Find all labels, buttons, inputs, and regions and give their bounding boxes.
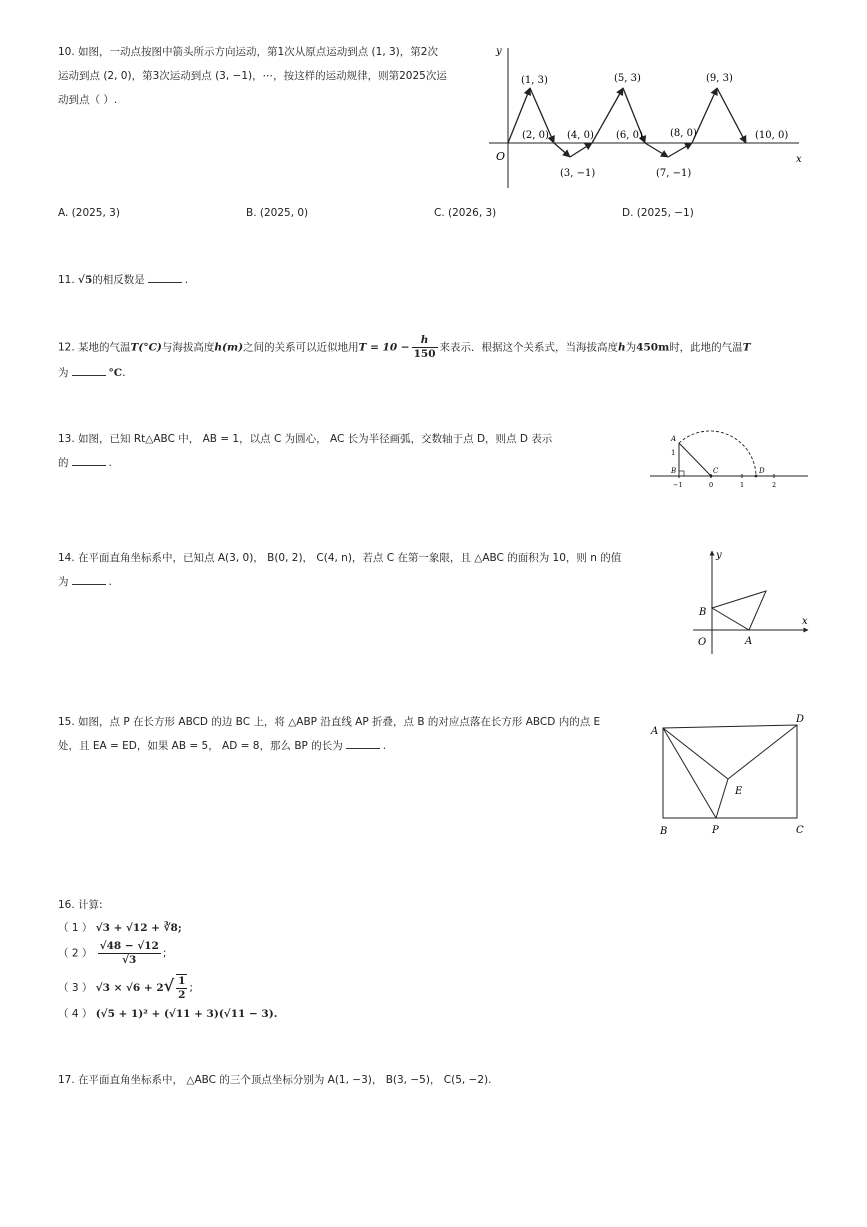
q16-item-4: [58, 1004, 277, 1024]
q12-unit: °C: [108, 367, 123, 379]
q13-end: .: [108, 457, 112, 469]
q15-answer-blank[interactable]: [346, 736, 380, 749]
q13-tick-label-2: 2: [772, 481, 777, 489]
q14-triangle-abc: [712, 591, 766, 630]
q10-label-origin: O: [496, 150, 506, 163]
question-14: [58, 546, 658, 594]
q14-label-a: A: [745, 636, 753, 647]
q13-point-c: [710, 475, 713, 478]
q12-frac-den: 150: [413, 348, 436, 360]
q16-item-3-denominator: 2: [178, 989, 186, 1001]
q15-line2-text: 处，且 EA = ED，如果 AB = 5， AD = 8，那么 BP 的长为: [58, 740, 343, 752]
q15-segment-ae: [663, 728, 728, 779]
q16-item-3-fraction: [176, 974, 187, 1002]
q16-item-2: [58, 940, 166, 967]
q12-h-value: 450m: [636, 341, 670, 354]
q10-segment-10: [717, 88, 746, 143]
q13-tick-label-1: 1: [740, 481, 745, 489]
q12-text-d: 来表示．根据这个关系式，当海拔高度: [439, 341, 619, 354]
q15-segment-ed: [728, 725, 797, 779]
q16-item-3: [58, 974, 193, 1002]
q14-line-2: [58, 570, 658, 594]
q11-prefix: 11.: [58, 274, 79, 286]
q15-line-2: [58, 734, 638, 758]
q13-label-one: 1: [671, 449, 676, 457]
q16-item-1-expr: √3 + √12 + ∛8;: [95, 922, 182, 934]
q10-point-7-label: (7, −1): [656, 168, 692, 179]
q15-rectangle-abcd: [663, 725, 797, 818]
q10-point-4-label: (4, 0): [567, 130, 594, 141]
q10-option-a[interactable]: A. (2025, 3): [58, 207, 120, 219]
q16-item-3-index: （ 3 ）: [58, 982, 93, 994]
q12-fraction: [412, 334, 438, 361]
q10-line-1: 10. 如图，一动点按图中箭头所示方向运动，第1次从原点运动到点 (1, 3)，第2次: [58, 46, 438, 58]
q14-end: .: [108, 576, 112, 588]
q12-line-1: [58, 334, 818, 361]
q16-item-3-numerator: 1: [178, 975, 186, 987]
q10-zigzag-figure: [484, 40, 814, 190]
q14-label-o: O: [698, 637, 707, 648]
q10-option-c[interactable]: C. (2026, 3): [434, 207, 497, 219]
q10-option-d[interactable]: D. (2025, −1): [622, 207, 694, 219]
q14-line2-prefix: 为: [58, 576, 69, 588]
q12-formula: T = 10 −: [358, 341, 410, 354]
q10-point-2-label: (2, 0): [522, 130, 549, 141]
q12-text-e: 为: [625, 341, 637, 354]
q13-answer-blank[interactable]: [72, 453, 106, 466]
q10-label-y: y: [496, 46, 502, 57]
q13-point-d: [755, 475, 758, 478]
q15-label-d: D: [796, 714, 805, 725]
q15-label-e: E: [735, 786, 743, 797]
q16-item-2-numerator: √48 − √12: [99, 940, 159, 952]
q12-text-c: 之间的关系可以近似地用: [243, 341, 359, 354]
question-13: [58, 427, 618, 475]
q10-point-5-label: (5, 3): [614, 73, 641, 84]
q12-h-unit: h(m): [214, 341, 244, 354]
q16-item-3-root-sign: √: [163, 976, 175, 995]
q14-label-y: y: [716, 550, 722, 561]
q16-item-2-tail: ;: [162, 947, 167, 960]
q11-suffix: 的相反数是: [92, 274, 145, 286]
q10-option-b[interactable]: B. (2025, 0): [246, 207, 309, 219]
question-15: [58, 710, 638, 758]
q11-end: .: [184, 274, 189, 286]
q15-end: .: [382, 740, 387, 752]
q14-label-x: x: [802, 616, 808, 627]
q12-t: T: [742, 341, 751, 354]
q10-point-3-label: (3, −1): [560, 168, 596, 179]
q13-tick-label-neg1: −1: [673, 481, 683, 489]
q15-segment-ap: [663, 728, 716, 818]
q10-point-1-label: (1, 3): [521, 75, 548, 86]
q11-answer-blank[interactable]: [148, 270, 182, 283]
question-17: [58, 1068, 491, 1092]
q10-line-2: 运动到点 (2, 0)，第3次运动到点 (3, −1)，⋯，按这样的运动规律，则第2025次运: [58, 70, 447, 82]
q12-text-a: 12. 某地的气温: [58, 341, 131, 354]
q10-segment-4: [570, 143, 592, 157]
q12-line2-prefix: 为: [58, 367, 69, 379]
q14-label-b: B: [699, 607, 707, 618]
q12-text-b: 与海拔高度: [161, 341, 215, 354]
q15-line-1: 15. 如图，点 P 在长方形 ABCD 的边 BC 上，将 △ABP 沿直线 AP 折叠，点 B 的对应点落在长方形 ABCD 内的点 E: [58, 716, 601, 728]
q14-answer-blank[interactable]: [72, 572, 106, 585]
question-12: [58, 334, 818, 385]
q16-item-2-fraction: [98, 940, 161, 967]
q12-text-f: 时，此地的气温: [669, 341, 743, 354]
q10-point-8-label: (8, 0): [670, 128, 697, 139]
q12-end: .: [122, 367, 126, 379]
q13-right-angle-mark: [679, 471, 684, 476]
q12-frac-num: h: [412, 334, 438, 348]
q13-line2-prefix: 的: [58, 457, 69, 469]
q13-line-2: [58, 451, 618, 475]
q16-item-3-tail: ;: [189, 982, 194, 994]
q16-title: 16. 计算:: [58, 899, 103, 911]
q13-label-d: D: [759, 467, 765, 475]
q10-point-6-label: (6, 0): [616, 130, 643, 141]
q10-point-9-label: (9, 3): [706, 73, 733, 84]
q10-point-10-label: (10, 0): [755, 130, 789, 141]
q13-label-c: C: [713, 467, 719, 475]
question-11: [58, 268, 188, 292]
q16-item-4-expr: (√5 + 1)² + (√11 + 3)(√11 − 3).: [95, 1008, 278, 1020]
q13-label-b: B: [671, 467, 677, 475]
q14-line-1: 14. 在平面直角坐标系中，已知点 A(3, 0)， B(0, 2)， C(4, n)，若点 C 在第一象限，且 △ABC 的面积为 10，则 n 的值: [58, 552, 622, 564]
q17-line-1: 17. 在平面直角坐标系中， △ABC 的三个顶点坐标分别为 A(1, −3)， B(3, −5)， C(5, −2).: [58, 1074, 492, 1086]
q16-item-1: [58, 918, 182, 938]
q16-item-2-denominator: √3: [122, 954, 137, 966]
q12-h: h: [618, 341, 626, 354]
q12-t-unit: T(°C): [130, 341, 162, 354]
q16-item-3-expr: √3 × √6 + 2: [95, 982, 164, 994]
q11-root: √5: [78, 274, 93, 286]
q10-label-x: x: [796, 154, 802, 165]
q13-number-line-figure: [648, 428, 813, 494]
q10-line-3: 动到点（ ）.: [58, 94, 118, 106]
q10-segment-3: [554, 143, 570, 157]
q10-segment-7: [645, 143, 668, 157]
q10-segment-8: [668, 143, 692, 157]
q13-line-1: 13. 如图，已知 Rt△ABC 中， AB = 1，以点 C 为圆心， AC 长为半径画弧，交数轴于点 D，则点 D 表示: [58, 433, 553, 445]
q15-rectangle-figure: [648, 712, 813, 840]
q15-label-b: B: [660, 826, 668, 837]
q13-tick-label-0: 0: [709, 481, 714, 489]
question-10: [58, 40, 498, 112]
q16-item-2-index: （ 2 ）: [58, 947, 93, 960]
q16-item-1-index: （ 1 ）: [58, 922, 93, 934]
q15-label-c: C: [796, 825, 804, 836]
q15-label-a: A: [651, 726, 659, 737]
q12-line-2: [58, 361, 818, 385]
q13-label-a: A: [671, 435, 677, 443]
q12-answer-blank[interactable]: [72, 363, 106, 376]
q14-triangle-figure: [690, 546, 815, 656]
q15-label-p: P: [712, 825, 719, 836]
q15-segment-pe: [716, 779, 728, 818]
q16-item-4-index: （ 4 ）: [58, 1008, 93, 1020]
